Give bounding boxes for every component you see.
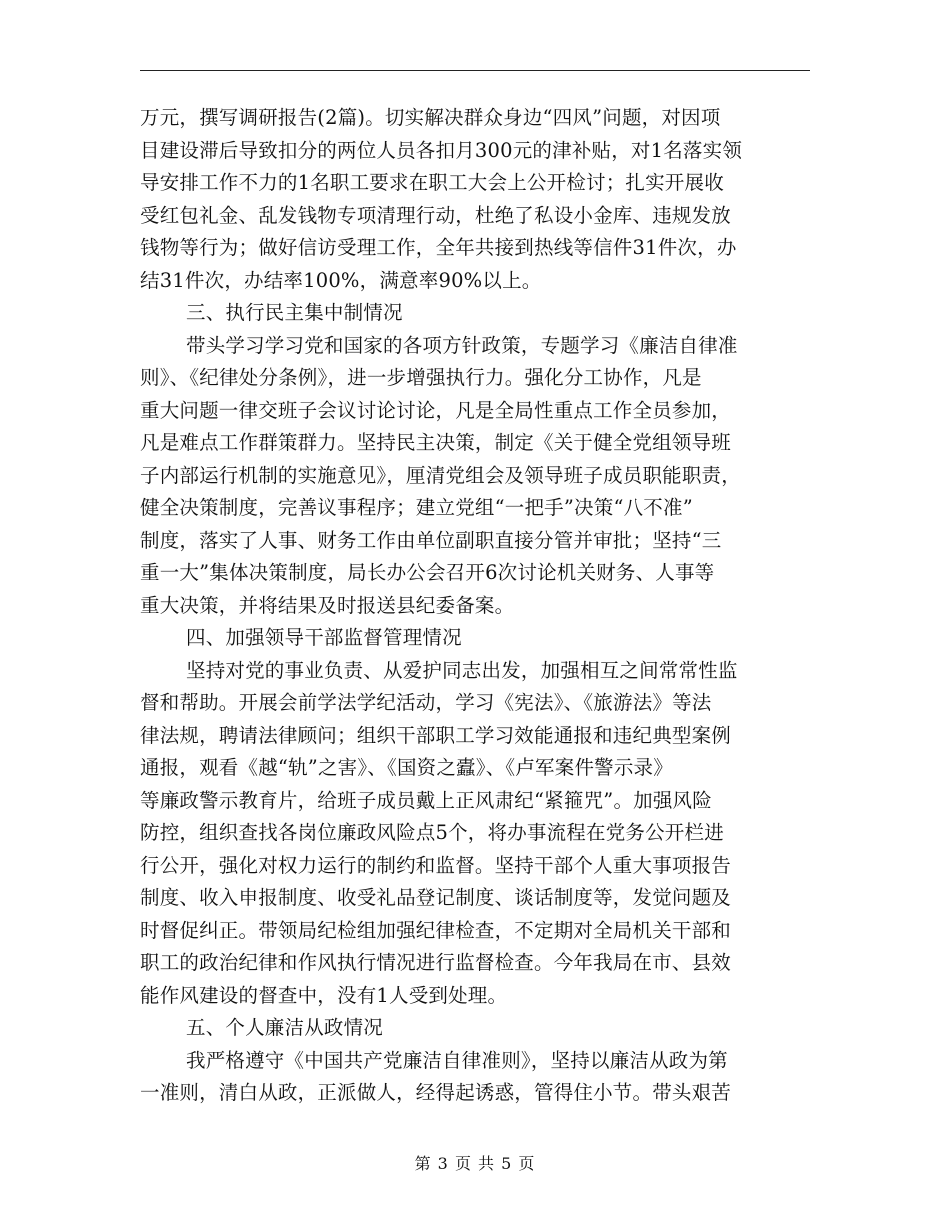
text-line: 子内部运行机制的实施意见》，厘清党组会及领导班子成员职能职责， — [140, 463, 741, 487]
text-line: 凡是难点工作群策群力。坚持民主决策，制定《关于健全党组领导班 — [140, 431, 732, 454]
header-rule — [140, 70, 810, 71]
text-line: 五、个人廉洁从政情况 — [186, 1016, 384, 1039]
text-line: 督和帮助。开展会前学法学纪活动，学习《宪法》、《旅游法》等法 — [140, 691, 712, 714]
text-line: 行公开，强化对权力运行的制约和监督。坚持干部个人重大事项报告 — [140, 853, 732, 877]
text-line: 等廉政警示教育片，给班子成员戴上正风肃纪“紧箍咒”。加强风险 — [140, 788, 712, 812]
text-line: 四、加强领导干部监督管理情况 — [186, 626, 462, 649]
text-line: 则》、《纪律处分条例》，进一步增强执行力。强化分工协作，凡是 — [140, 366, 702, 389]
text-line: 制度、收入申报制度、收受礼品登记制度、谈话制度等，发觉问题及 — [140, 886, 732, 909]
text-line: 钱物等行为；做好信访受理工作，全年共接到热线等信件31件次，办 — [140, 236, 737, 259]
text-line: 受红包礼金、乱发钱物专项清理行动，杜绝了私设小金库、违规发放 — [140, 203, 732, 227]
document-body — [140, 102, 810, 1110]
text-line: 时督促纠正。带领局纪检组加强纪律检查，不定期对全局机关干部和 — [140, 918, 732, 942]
text-line: 我严格遵守《中国共产党廉洁自律准则》，坚持以廉洁从政为第 — [186, 1048, 728, 1072]
text-line: 带头学习学习党和国家的各项方针政策，专题学习《廉洁自律准 — [186, 333, 738, 357]
text-line: 能作风建设的督查中，没有1人受到处理。 — [140, 983, 508, 1007]
text-line: 律法规，聘请法律顾问；组织干部职工学习效能通报和违纪典型案例 — [140, 723, 732, 747]
text-line: 结31件次，办结率100%，满意率90%以上。 — [140, 268, 542, 292]
text-line: 一准则，清白从政，正派做人，经得起诱惑，管得住小节。带头艰苦 — [140, 1081, 732, 1104]
text-line: 导安排工作不力的1名职工要求在职工大会上公开检讨；扎实开展收 — [140, 171, 724, 194]
text-line: 职工的政治纪律和作风执行情况进行监督检查。今年我局在市、县效 — [140, 951, 732, 974]
page-footer: 第 3 页 共 5 页 — [414, 1154, 536, 1173]
text-line: 坚持对党的事业负责、从爱护同志出发，加强相互之间常常性监 — [186, 658, 738, 682]
text-line: 万元，撰写调研报告(2篇)。切实解决群众身边“四风”问题，对因项 — [140, 106, 721, 129]
text-line: 通报，观看《越“轨”之害》、《国资之蠹》、《卢军案件警示录》 — [140, 756, 673, 779]
text-line: 重大决策，并将结果及时报送县纪委备案。 — [140, 593, 515, 617]
text-line: 制度，落实了人事、财务工作由单位副职直接分管并审批；坚持“三 — [140, 528, 722, 552]
text-line: 防控，组织查找各岗位廉政风险点5个，将办事流程在党务公开栏进 — [140, 821, 724, 844]
text-line: 重一大”集体决策制度，局长办公会召开6次讨论机关财务、人事等 — [140, 561, 715, 584]
text-line: 目建设滞后导致扣分的两位人员各扣月300元的津补贴，对1名落实领 — [140, 138, 743, 162]
text-line: 三、执行民主集中制情况 — [186, 301, 403, 324]
text-line: 重大问题一律交班子会议讨论讨论，凡是全局性重点工作全员参加， — [140, 398, 732, 422]
text-line: 健全决策制度，完善议事程序；建立党组“一把手”决策“八不准” — [140, 496, 693, 519]
